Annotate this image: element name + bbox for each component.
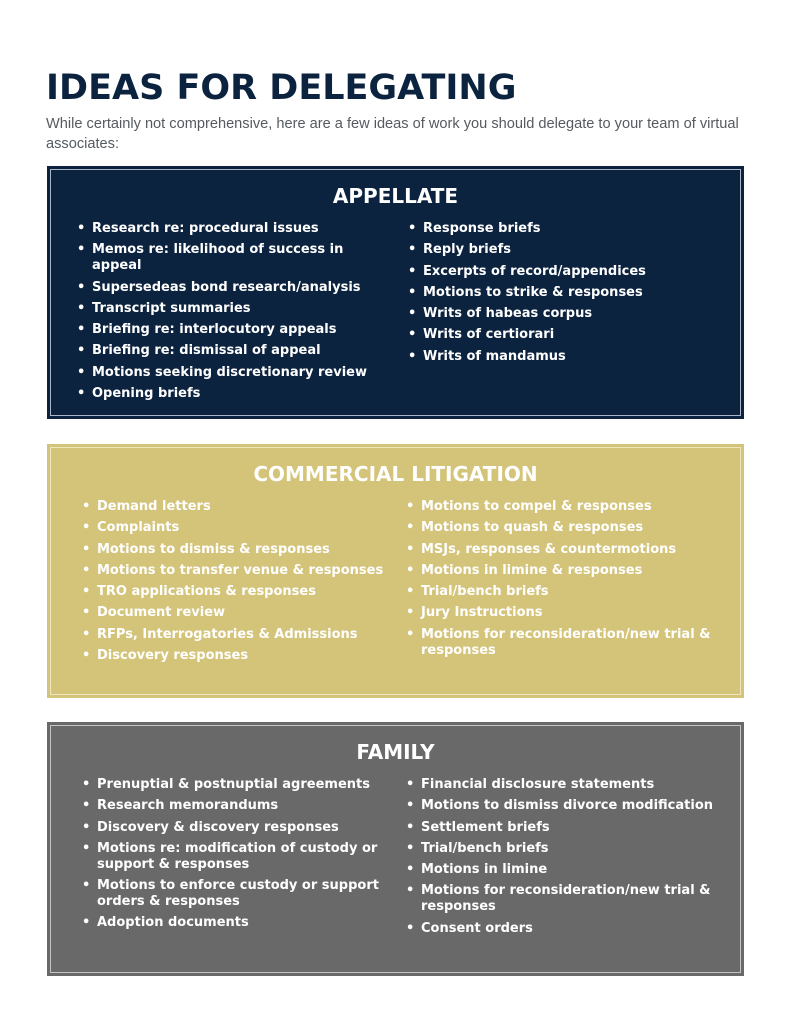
list-item-text: Demand letters (97, 499, 211, 514)
bullet-icon: • (406, 883, 415, 899)
bullet-icon: • (82, 541, 91, 557)
list-item (77, 386, 382, 402)
bullet-icon: • (82, 819, 91, 835)
list-item-text: Consent orders (421, 920, 533, 936)
commercial-right-list (406, 499, 722, 664)
bullet-icon: • (77, 279, 86, 295)
list-item-text: Writs of mandamus (423, 348, 566, 364)
list-item-text: Motions to transfer venue & responses (97, 562, 384, 578)
list-item (406, 627, 722, 659)
list-item (406, 499, 722, 515)
family-panel (47, 722, 744, 976)
family-right-list (406, 777, 722, 942)
list-item-text: Adoption documents (97, 915, 249, 931)
list-item (408, 285, 718, 301)
commercial-litigation-heading: COMMERCIAL LITIGATION (253, 462, 538, 486)
list-item (406, 798, 722, 814)
list-item (82, 777, 387, 793)
list-item (406, 921, 722, 937)
page-title: IDEAS FOR DELEGATING (46, 68, 517, 108)
list-item (77, 301, 382, 317)
list-item (82, 563, 387, 579)
bullet-icon: • (408, 263, 417, 279)
bullet-icon: • (82, 777, 91, 792)
list-item (406, 777, 722, 793)
bullet-icon: • (406, 584, 415, 600)
list-item-text: Memos re: likelihood of success in appeal (92, 242, 344, 274)
list-item-text: Motions to enforce custody or support orders & responses (97, 878, 379, 910)
list-item-text: Discovery responses (97, 648, 249, 664)
family-heading: FAMILY (356, 740, 435, 764)
family-left-list (82, 777, 387, 937)
list-item (82, 605, 387, 621)
list-item-text: TRO applications & responses (97, 584, 316, 600)
commercial-left-list (82, 499, 387, 669)
list-item (77, 322, 382, 338)
list-item-text: Writs of certiorari (423, 327, 555, 343)
list-item (82, 627, 387, 643)
bullet-icon: • (406, 920, 415, 936)
list-item-text: Motions to compel & responses (421, 499, 652, 514)
bullet-icon: • (77, 221, 86, 236)
bullet-icon: • (82, 798, 91, 814)
list-item (408, 327, 718, 343)
bullet-icon: • (82, 605, 91, 621)
list-item-text: Excerpts of record/appendices (423, 263, 646, 279)
list-item (77, 365, 382, 381)
bullet-icon: • (77, 242, 86, 258)
list-item (408, 264, 718, 280)
appellate-heading: APPELLATE (332, 184, 459, 208)
list-item-text: Trial/bench briefs (421, 584, 549, 600)
bullet-icon: • (77, 343, 86, 359)
bullet-icon: • (77, 386, 86, 402)
family-panel-frame (50, 725, 741, 973)
list-item-text: Motions to quash & responses (421, 520, 644, 536)
list-item-text: MSJs, responses & countermotions (421, 541, 677, 557)
list-item-text: Jury Instructions (421, 605, 543, 621)
list-item-text: Briefing re: dismissal of appeal (92, 343, 321, 359)
list-item-text: RFPs, Interrogatories & Admissions (97, 626, 358, 642)
bullet-icon: • (82, 878, 91, 894)
list-item-text: Motions to strike & responses (423, 284, 643, 300)
list-item-text: Reply briefs (423, 242, 511, 258)
bullet-icon: • (406, 499, 415, 514)
list-item-text: Motions to dismiss divorce modification (421, 798, 713, 814)
list-item (406, 605, 722, 621)
bullet-icon: • (406, 777, 415, 792)
list-item (82, 878, 387, 910)
bullet-icon: • (82, 915, 91, 931)
list-item-text: Motions for reconsideration/new trial & responses (421, 883, 711, 915)
bullet-icon: • (408, 242, 417, 258)
list-item (82, 520, 387, 536)
list-item-text: Motions seeking discretionary review (92, 364, 368, 380)
bullet-icon: • (406, 626, 415, 642)
list-item (82, 542, 387, 558)
list-item (77, 343, 382, 359)
bullet-icon: • (82, 648, 91, 664)
bullet-icon: • (77, 364, 86, 380)
list-item-text: Motions in limine & responses (421, 562, 643, 578)
list-item (406, 584, 722, 600)
list-item-text: Motions for reconsideration/new trial & responses (421, 626, 711, 658)
commercial-litigation-panel (47, 444, 744, 698)
list-item (82, 841, 387, 873)
appellate-left-list (77, 221, 382, 407)
list-item (408, 349, 718, 365)
list-item (82, 915, 387, 931)
bullet-icon: • (82, 626, 91, 642)
list-item (406, 883, 722, 915)
list-item (406, 862, 722, 878)
list-item-text: Complaints (97, 520, 180, 536)
list-item (406, 520, 722, 536)
bullet-icon: • (82, 499, 91, 514)
list-item (406, 841, 722, 857)
list-item (406, 542, 722, 558)
list-item-text: Motions to dismiss & responses (97, 541, 330, 557)
bullet-icon: • (82, 520, 91, 536)
appellate-panel (47, 166, 744, 419)
bullet-icon: • (406, 862, 415, 878)
bullet-icon: • (406, 798, 415, 814)
list-item-text: Briefing re: interlocutory appeals (92, 322, 337, 338)
appellate-right-list (408, 221, 718, 370)
bullet-icon: • (406, 819, 415, 835)
list-item (82, 584, 387, 600)
list-item (82, 798, 387, 814)
list-item-text: Research memorandums (97, 798, 279, 814)
bullet-icon: • (408, 306, 417, 322)
bullet-icon: • (406, 605, 415, 621)
bullet-icon: • (82, 562, 91, 578)
bullet-icon: • (406, 562, 415, 578)
list-item-text: Discovery & discovery responses (97, 819, 339, 835)
list-item (82, 820, 387, 836)
list-item (408, 221, 718, 237)
bullet-icon: • (82, 584, 91, 600)
list-item-text: Transcript summaries (92, 300, 251, 316)
bullet-icon: • (408, 348, 417, 364)
bullet-icon: • (406, 520, 415, 536)
list-item (82, 648, 387, 664)
list-item-text: Writs of habeas corpus (423, 306, 593, 322)
list-item-text: Document review (97, 605, 226, 621)
list-item-text: Motions in limine (421, 862, 548, 878)
list-item-text: Research re: procedural issues (92, 221, 319, 236)
list-item (77, 280, 382, 296)
list-item (82, 499, 387, 515)
list-item (77, 242, 382, 274)
bullet-icon: • (408, 284, 417, 300)
list-item-text: Settlement briefs (421, 819, 550, 835)
list-item-text: Prenuptial & postnuptial agreements (97, 777, 370, 792)
intro-text: While certainly not comprehensive, here are a few ideas of work you should delegate to your team of virtual associates: (46, 116, 739, 152)
bullet-icon: • (406, 541, 415, 557)
appellate-panel-frame (50, 169, 741, 416)
bullet-icon: • (77, 300, 86, 316)
bullet-icon: • (406, 840, 415, 856)
list-item-text: Motions re: modification of custody or support & responses (97, 840, 378, 872)
list-item (408, 306, 718, 322)
list-item (406, 563, 722, 579)
bullet-icon: • (408, 327, 417, 343)
list-item-text: Trial/bench briefs (421, 840, 549, 856)
list-item (77, 221, 382, 237)
list-item (408, 242, 718, 258)
list-item-text: Response briefs (423, 221, 541, 236)
list-item-text: Financial disclosure statements (421, 777, 655, 792)
list-item (406, 820, 722, 836)
commercial-litigation-panel-frame (50, 447, 741, 695)
bullet-icon: • (408, 221, 417, 236)
bullet-icon: • (77, 322, 86, 338)
list-item-text: Opening briefs (92, 386, 201, 402)
list-item-text: Supersedeas bond research/analysis (92, 279, 361, 295)
bullet-icon: • (82, 840, 91, 856)
